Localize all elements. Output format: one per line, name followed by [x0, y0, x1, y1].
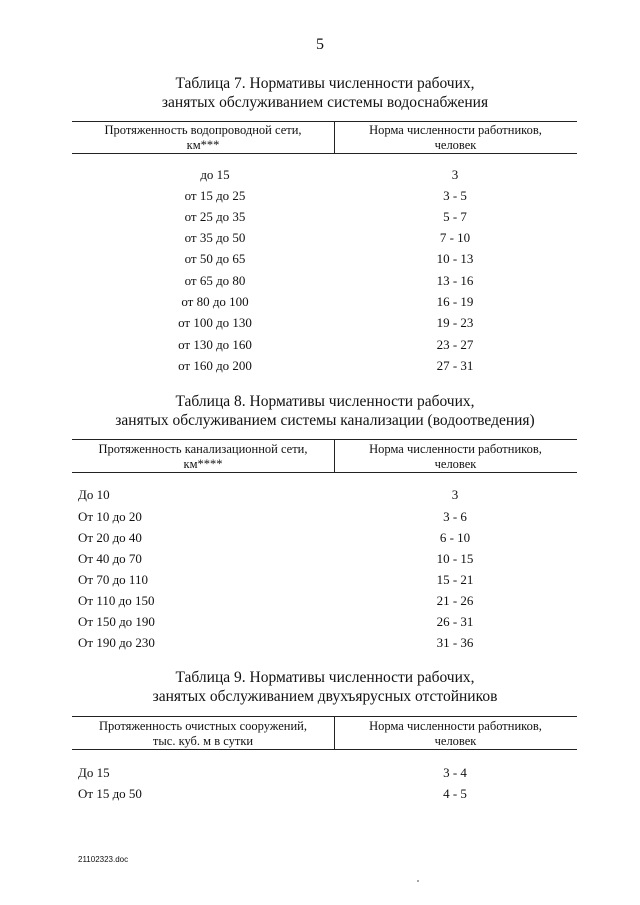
- table-9-col1-header: [72, 719, 334, 749]
- norm-cell: 3 - 5: [443, 188, 467, 203]
- header-line: км***: [186, 138, 220, 152]
- table-7-header-rule: [72, 153, 577, 154]
- table-row: [0, 783, 640, 804]
- norm-cell: 4 - 5: [443, 786, 467, 801]
- table-title-line: занятых обслуживанием двухъярусных отстойников: [152, 688, 498, 705]
- norm-cell: 5 - 7: [443, 209, 467, 224]
- header-line: тыс. куб. м в сутки: [152, 734, 254, 748]
- table-row: [0, 312, 640, 333]
- table-row: [0, 484, 640, 505]
- header-line: человек: [434, 457, 477, 471]
- length-cell: До 10: [78, 487, 110, 502]
- norm-cell: 31 - 36: [436, 635, 474, 650]
- norm-cell: 7 - 10: [439, 230, 471, 245]
- table-row: [0, 506, 640, 527]
- length-cell: От 40 до 70: [78, 551, 142, 566]
- page-number: 5: [316, 36, 324, 53]
- table-9-header-rule: [72, 749, 577, 750]
- table-8-title: [60, 392, 590, 430]
- length-cell: От 110 до 150: [78, 593, 155, 608]
- header-line: Норма численности работников,: [369, 442, 542, 456]
- norm-cell: 10 - 15: [436, 551, 474, 566]
- header-line: Норма численности работников,: [369, 719, 542, 733]
- header-line: км****: [183, 457, 223, 471]
- table-9-col2-header: [334, 719, 577, 749]
- table-7-top-rule: [72, 121, 577, 122]
- table-row: [0, 270, 640, 291]
- table-7-col1-header: [72, 123, 334, 153]
- table-row: [0, 548, 640, 569]
- length-cell: от 15 до 25: [184, 188, 246, 203]
- length-cell: от 100 до 130: [178, 315, 252, 330]
- norm-cell: 27 - 31: [436, 358, 474, 373]
- norm-cell: 19 - 23: [436, 315, 474, 330]
- header-line: человек: [434, 734, 477, 748]
- header-line: Протяженность водопроводной сети,: [104, 123, 302, 137]
- length-cell: от 50 до 65: [184, 251, 246, 266]
- header-line: Норма численности работников,: [369, 123, 542, 137]
- header-line: Протяженность канализационной сети,: [98, 442, 308, 456]
- table-9-title: [60, 668, 590, 706]
- length-cell: От 150 до 190: [78, 614, 155, 629]
- table-title-line: занятых обслуживанием системы водоснабжения: [161, 94, 489, 111]
- norm-cell: 23 - 27: [436, 337, 474, 352]
- table-row: [0, 164, 640, 185]
- length-cell: от 80 до 100: [181, 294, 249, 309]
- norm-cell: 3 - 4: [443, 765, 467, 780]
- length-cell: От 10 до 20: [78, 509, 142, 524]
- table-7-col2-header: [334, 123, 577, 153]
- table-8-col2-header: [334, 442, 577, 472]
- norm-cell: 26 - 31: [436, 614, 474, 629]
- table-row: [0, 632, 640, 653]
- norm-cell: 13 - 16: [436, 273, 474, 288]
- table-row: [0, 355, 640, 376]
- length-cell: от 35 до 50: [184, 230, 246, 245]
- norm-cell: 16 - 19: [436, 294, 474, 309]
- table-row: [0, 590, 640, 611]
- table-row: [0, 569, 640, 590]
- table-row: [0, 762, 640, 783]
- length-cell: от 65 до 80: [184, 273, 246, 288]
- length-cell: От 70 до 110: [78, 572, 148, 587]
- table-row: [0, 334, 640, 355]
- table-title-line: Таблица 7. Нормативы численности рабочих,: [175, 75, 475, 92]
- length-cell: От 190 до 230: [78, 635, 155, 650]
- table-9-top-rule: [72, 716, 577, 717]
- norm-cell: 21 - 26: [436, 593, 474, 608]
- scan-speck: [417, 880, 419, 882]
- norm-cell: 3: [451, 167, 459, 182]
- norm-cell: 3: [451, 487, 459, 502]
- table-row: [0, 206, 640, 227]
- norm-cell: 10 - 13: [436, 251, 474, 266]
- table-8-top-rule: [72, 439, 577, 440]
- table-row: [0, 185, 640, 206]
- table-row: [0, 527, 640, 548]
- table-8-col1-header: [72, 442, 334, 472]
- header-line: Протяженность очистных сооружений,: [98, 719, 307, 733]
- length-cell: От 15 до 50: [78, 786, 142, 801]
- length-cell: До 15: [78, 765, 110, 780]
- table-8-header-rule: [72, 472, 577, 473]
- table-title-line: Таблица 9. Нормативы численности рабочих,: [175, 669, 475, 686]
- table-title-line: занятых обслуживанием системы канализации (водоотведения): [115, 412, 535, 429]
- document-footer: 21102323.doc: [78, 855, 129, 864]
- table-row: [0, 611, 640, 632]
- header-line: человек: [434, 138, 477, 152]
- norm-cell: 15 - 21: [436, 572, 474, 587]
- length-cell: От 20 до 40: [78, 530, 142, 545]
- table-row: [0, 248, 640, 269]
- norm-cell: 6 - 10: [439, 530, 471, 545]
- table-row: [0, 291, 640, 312]
- length-cell: от 25 до 35: [184, 209, 246, 224]
- length-cell: от 130 до 160: [178, 337, 252, 352]
- table-title-line: Таблица 8. Нормативы численности рабочих,: [175, 393, 475, 410]
- norm-cell: 3 - 6: [443, 509, 467, 524]
- length-cell: от 160 до 200: [178, 358, 252, 373]
- table-row: [0, 227, 640, 248]
- length-cell: до 15: [200, 167, 230, 182]
- table-7-title: [60, 74, 590, 112]
